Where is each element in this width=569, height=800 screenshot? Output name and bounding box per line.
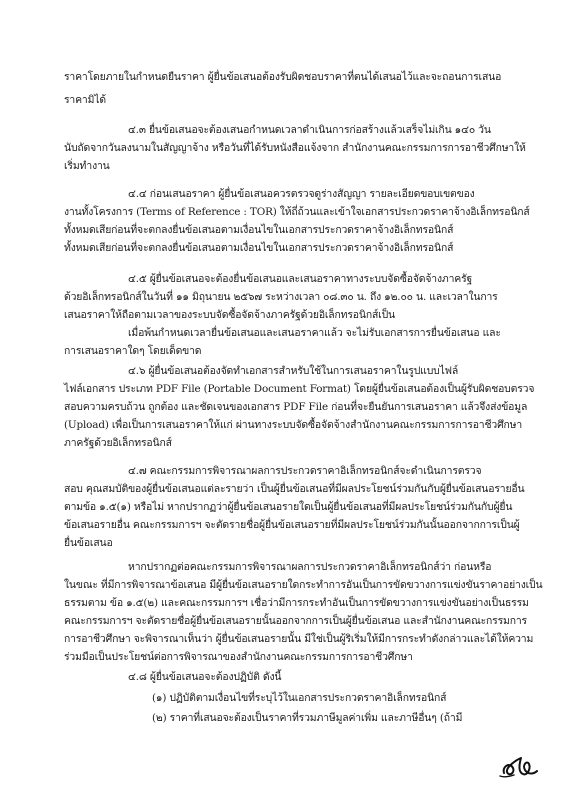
list-item: (๑) ปฏิบัติตามเงื่อนไขที่ระบุไว้ในเอกสารประกวดราคาอิเล็กทรอนิกส์ [152,692,447,704]
body-text-line: ข้อเสนอรายอื่น คณะกรรมการฯ จะตัดรายชื่อผู้ยื่นข้อเสนอรายที่มีผลประโยชน์ร่วมกันนั้นออกจากการเป็นผู้ [64,519,520,531]
clause-heading: ๔.๖ ผู้ยื่นข้อเสนอต้องจัดทำเอกสารสำหรับใช้ในการเสนอราคาในรูปแบบไฟล์ [128,365,459,377]
body-text-line: ด้วยอิเล็กทรอนิกส์ในวันที่ ๑๑ มิถุนายน ๒๕๖๗ ระหว่างเวลา ๐๘.๓๐ น. ถึง ๑๒.๐๐ น. และเวลาในการ [64,291,498,303]
body-text-line: ไฟล์เอกสาร ประเภท PDF File (Portable Document Format) โดยผู้ยื่นข้อเสนอต้องเป็นผู้รับผิดชอบตรวจ [64,383,535,395]
body-text-line: งานทั้งโครงการ (Terms of Reference : TOR) ให้ถี่ถ้วนและเข้าใจเอกสารประกวดราคาจ้างอิเล็กทรอนิกส์ [64,206,530,218]
body-text-line: ทั้งหมดเสียก่อนที่จะตกลงยื่นข้อเสนอตามเงื่อนไขในเอกสารประกวดราคาจ้างอิเล็กทรอนิกส์ [64,242,454,254]
body-text-line: ยื่นข้อเสนอ [64,537,113,549]
body-text-line: เสนอราคาให้ถือตามเวลาของระบบจัดซื้อจัดจ้างภาครัฐด้วยอิเล็กทรอนิกส์เป็น [64,309,395,321]
body-text-line: (Upload) เพื่อเป็นการเสนอราคาให้แก่ ผ่านทางระบบจัดซื้อจัดจ้างสำนักงานคณะกรรมการการอาชีวศึกษา [64,419,523,431]
body-text-line: คณะกรรมการฯ จะตัดรายชื่อผู้ยื่นข้อเสนอรายนั้นออกจากการเป็นผู้ยื่นข้อเสนอ และสำนักงานคณะกรรมการ [64,615,527,627]
body-text-line: สอบความครบถ้วน ถูกต้อง และชัดเจนของเอกสาร PDF File ก่อนที่จะยืนยันการเสนอราคา แล้วจึงส่งข้อมูล [64,401,528,413]
clause-heading: ๔.๔ ก่อนเสนอราคา ผู้ยื่นข้อเสนอควรตรวจดูร่างสัญญา รายละเอียดขอบเขตของ [128,188,475,200]
body-text-line: ตามข้อ ๑.๕(๑) หรือไม่ หากปรากฏว่าผู้ยื่นข้อเสนอรายใดเป็นผู้ยื่นข้อเสนอที่มีผลประโยชน์ร่วมกันกับผู้ยื่น [64,501,513,513]
body-text-line: หากปรากฏต่อคณะกรรมการพิจารณาผลการประกวดราคาอิเล็กทรอนิกส์ว่า ก่อนหรือ [128,561,492,573]
body-text-line: ราคาโดยภายในกำหนดยืนราคา ผู้ยื่นข้อเสนอต้องรับผิดชอบราคาที่ตนได้เสนอไว้และจะถอนการเสนอ [64,71,502,83]
body-text-line: ธรรมตาม ข้อ ๑.๕(๒) และคณะกรรมการฯ เชื่อว่ามีการกระทำอันเป็นการขัดขวางการแข่งขันอย่างเป็นธรรม [64,597,529,609]
body-text-line: สอบ คุณสมบัติของผู้ยื่นข้อเสนอแต่ละรายว่า เป็นผู้ยื่นข้อเสนอที่มีผลประโยชน์ร่วมกันกับผู้ยื่นข้อเสนอรายอื่น [64,483,525,495]
body-text-line: ในขณะ ที่มีการพิจารณาข้อเสนอ มีผู้ยื่นข้อเสนอรายใดกระทำการอันเป็นการขัดขวางการแข่งขันราคาอย่างเป็น [64,579,543,591]
body-text-line: เริ่มทำงาน [64,160,110,172]
body-text-line: ร่วมมือเป็นประโยชน์ต่อการพิจารณาของสำนักงานคณะกรรมการการอาชีวศึกษา [64,651,413,663]
body-text-line: การเสนอราคาใดๆ โดยเด็ดขาด [64,345,202,357]
clause-heading: ๔.๓ ยื่นข้อเสนอจะต้องเสนอกำหนดเวลาดำเนินการก่อสร้างแล้วเสร็จไม่เกิน ๑๔๐ วัน [128,124,491,136]
body-text-line: การอาชีวศึกษา จะพิจารณาเห็นว่า ผู้ยื่นข้อเสนอรายนั้น มีใช่เป็นผู้ริเริ่มให้มีการกระทำดังกล่าวและได้ให้ความ [64,633,534,645]
handwritten-initials-signature [496,752,540,782]
list-item: (๒) ราคาที่เสนอจะต้องเป็นราคาที่รวมภาษีมูลค่าเพิ่ม และภาษีอื่นๆ (ถ้ามี [152,712,463,724]
body-text-line: เมื่อพ้นกำหนดเวลายื่นข้อเสนอและเสนอราคาแล้ว จะไม่รับเอกสารการยื่นข้อเสนอ และ [128,327,501,339]
clause-heading: ๔.๗ คณะกรรมการพิจารณาผลการประกวดราคาอิเล็กทรอนิกส์จะดำเนินการตรวจ [128,465,482,477]
body-text-line: ภาครัฐด้วยอิเล็กทรอนิกส์ [64,437,172,449]
body-text-line: ราคามิได้ [64,94,106,106]
body-text-line: ทั้งหมดเสียก่อนที่จะตกลงยื่นข้อเสนอตามเงื่อนไขในเอกสารประกวดราคาจ้างอิเล็กทรอนิกส์ [64,224,454,236]
clause-heading: ๔.๘ ผู้ยื่นข้อเสนอจะต้องปฏิบัติ ดังนี้ [128,671,282,683]
body-text-line: นับถัดจากวันลงนามในสัญญาจ้าง หรือวันที่ได้รับหนังสือแจ้งจาก สำนักงานคณะกรรมการการอาชีวศึกษาให้ [64,142,526,154]
clause-heading: ๔.๕ ผู้ยื่นข้อเสนอจะต้องยื่นข้อเสนอและเสนอราคาทางระบบจัดซื้อจัดจ้างภาครัฐ [128,273,473,285]
